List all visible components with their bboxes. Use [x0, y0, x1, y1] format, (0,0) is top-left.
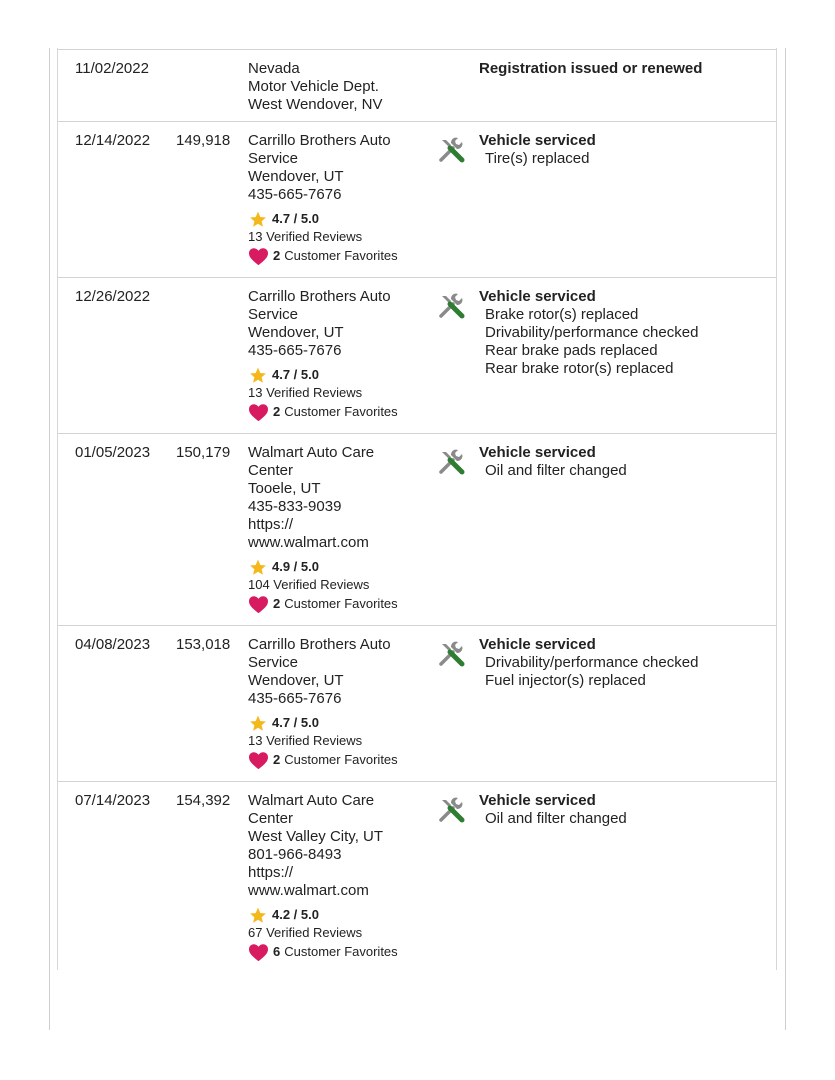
rating-value: 4.2 / 5.0	[272, 907, 319, 922]
rating-line	[248, 906, 426, 924]
heart-icon	[248, 943, 269, 962]
record-mileage: 149,918	[176, 132, 231, 149]
comment-item: Fuel injector(s) replaced	[485, 672, 646, 689]
wrench-screwdriver-icon	[438, 448, 466, 476]
record-source	[248, 792, 426, 962]
source-line: Carrillo Brothers Auto	[248, 132, 391, 149]
record-comments	[479, 444, 769, 480]
record-source	[248, 444, 426, 614]
favorites-count: 2	[273, 752, 281, 767]
page-border-left	[49, 48, 50, 1030]
record-date: 11/02/2022	[75, 60, 149, 77]
source-line: 435-665-7676	[248, 186, 342, 203]
rating-value: 4.9 / 5.0	[272, 559, 319, 574]
favorites-count: 2	[273, 596, 281, 611]
wrench-screwdriver-icon	[438, 640, 466, 668]
table-border-right	[776, 48, 777, 970]
history-record-row	[58, 277, 776, 433]
heart-icon	[248, 595, 269, 614]
source-line: Motor Vehicle Dept.	[248, 78, 379, 95]
star-icon	[248, 558, 268, 577]
source-line: 435-833-9039	[248, 498, 342, 515]
comment-item: Drivability/performance checked	[485, 324, 699, 341]
rating-value: 4.7 / 5.0	[272, 211, 319, 226]
comment-title: Vehicle serviced	[479, 444, 596, 461]
record-date: 07/14/2023	[75, 792, 151, 809]
record-mileage: 153,018	[176, 636, 231, 653]
favorites-label: Customer Favorites	[284, 248, 398, 263]
verified-reviews-link[interactable]: 67 Verified Reviews	[248, 925, 363, 940]
source-line: https://	[248, 516, 294, 533]
source-line: Walmart Auto Care	[248, 792, 375, 809]
source-line: https://	[248, 864, 294, 881]
record-mileage: 154,392	[176, 792, 231, 809]
source-line: Walmart Auto Care	[248, 444, 375, 461]
star-icon	[248, 210, 268, 229]
record-comments	[479, 636, 769, 690]
wrench-screwdriver-icon	[438, 136, 466, 164]
history-record-row	[58, 49, 776, 121]
history-record-row	[58, 625, 776, 781]
source-line: Nevada	[248, 60, 300, 77]
favorites-count: 6	[273, 944, 281, 959]
favorites-label: Customer Favorites	[284, 404, 398, 419]
star-icon	[248, 366, 268, 385]
customer-favorites	[248, 594, 426, 614]
source-line: www.walmart.com	[248, 534, 369, 551]
star-icon	[248, 714, 268, 733]
rating-line	[248, 558, 426, 576]
source-line: Service	[248, 306, 299, 323]
source-line: Wendover, UT	[248, 168, 344, 185]
record-source	[248, 132, 426, 266]
comment-item: Tire(s) replaced	[485, 150, 590, 167]
record-date: 12/14/2022	[75, 132, 151, 149]
comment-title: Vehicle serviced	[479, 636, 596, 653]
record-comments	[479, 288, 769, 378]
record-comments	[479, 132, 769, 168]
history-record-row	[58, 781, 776, 973]
rating-line	[248, 714, 426, 732]
comment-title: Vehicle serviced	[479, 288, 596, 305]
comment-item: Drivability/performance checked	[485, 654, 699, 671]
source-line: Wendover, UT	[248, 324, 344, 341]
record-source	[248, 288, 426, 422]
source-line: Center	[248, 810, 294, 827]
comment-item: Rear brake rotor(s) replaced	[485, 360, 674, 377]
source-line: www.walmart.com	[248, 882, 369, 899]
source-line: Tooele, UT	[248, 480, 321, 497]
record-source	[248, 636, 426, 770]
history-record-row	[58, 121, 776, 277]
verified-reviews-link[interactable]: 13 Verified Reviews	[248, 385, 363, 400]
wrench-screwdriver-icon	[438, 796, 466, 824]
source-line: Center	[248, 462, 294, 479]
favorites-count: 2	[273, 404, 281, 419]
record-source	[248, 60, 426, 114]
record-date: 12/26/2022	[75, 288, 151, 305]
comment-title: Vehicle serviced	[479, 792, 596, 809]
heart-icon	[248, 403, 269, 422]
comment-item: Rear brake pads replaced	[485, 342, 658, 359]
source-line: Service	[248, 150, 299, 167]
heart-icon	[248, 247, 269, 266]
record-date: 01/05/2023	[75, 444, 151, 461]
favorites-label: Customer Favorites	[284, 596, 398, 611]
star-icon	[248, 906, 268, 925]
history-records-table	[58, 49, 776, 973]
source-line: Service	[248, 654, 299, 671]
comment-title: Vehicle serviced	[479, 132, 596, 149]
source-line: Carrillo Brothers Auto	[248, 636, 391, 653]
customer-favorites	[248, 942, 426, 962]
comment-title: Registration issued or renewed	[479, 60, 703, 77]
heart-icon	[248, 751, 269, 770]
rating-value: 4.7 / 5.0	[272, 715, 319, 730]
record-date: 04/08/2023	[75, 636, 151, 653]
customer-favorites	[248, 246, 426, 266]
source-line: West Wendover, NV	[248, 96, 383, 113]
favorites-label: Customer Favorites	[284, 944, 398, 959]
page-border-right	[785, 48, 786, 1030]
history-record-row	[58, 433, 776, 625]
verified-reviews-link[interactable]: 13 Verified Reviews	[248, 229, 363, 244]
source-line: Wendover, UT	[248, 672, 344, 689]
comment-item: Oil and filter changed	[485, 810, 627, 827]
rating-line	[248, 210, 426, 228]
verified-reviews-link[interactable]: 104 Verified Reviews	[248, 577, 370, 592]
source-line: Carrillo Brothers Auto	[248, 288, 391, 305]
source-line: 801-966-8493	[248, 846, 342, 863]
customer-favorites	[248, 402, 426, 422]
source-line: 435-665-7676	[248, 690, 342, 707]
source-line: 435-665-7676	[248, 342, 342, 359]
favorites-count: 2	[273, 248, 281, 263]
record-comments	[479, 60, 769, 78]
rating-line	[248, 366, 426, 384]
verified-reviews-link[interactable]: 13 Verified Reviews	[248, 733, 363, 748]
source-line: West Valley City, UT	[248, 828, 384, 845]
comment-item: Oil and filter changed	[485, 462, 627, 479]
favorites-label: Customer Favorites	[284, 752, 398, 767]
customer-favorites	[248, 750, 426, 770]
record-mileage: 150,179	[176, 444, 231, 461]
comment-item: Brake rotor(s) replaced	[485, 306, 639, 323]
rating-value: 4.7 / 5.0	[272, 367, 319, 382]
record-comments	[479, 792, 769, 828]
wrench-screwdriver-icon	[438, 292, 466, 320]
